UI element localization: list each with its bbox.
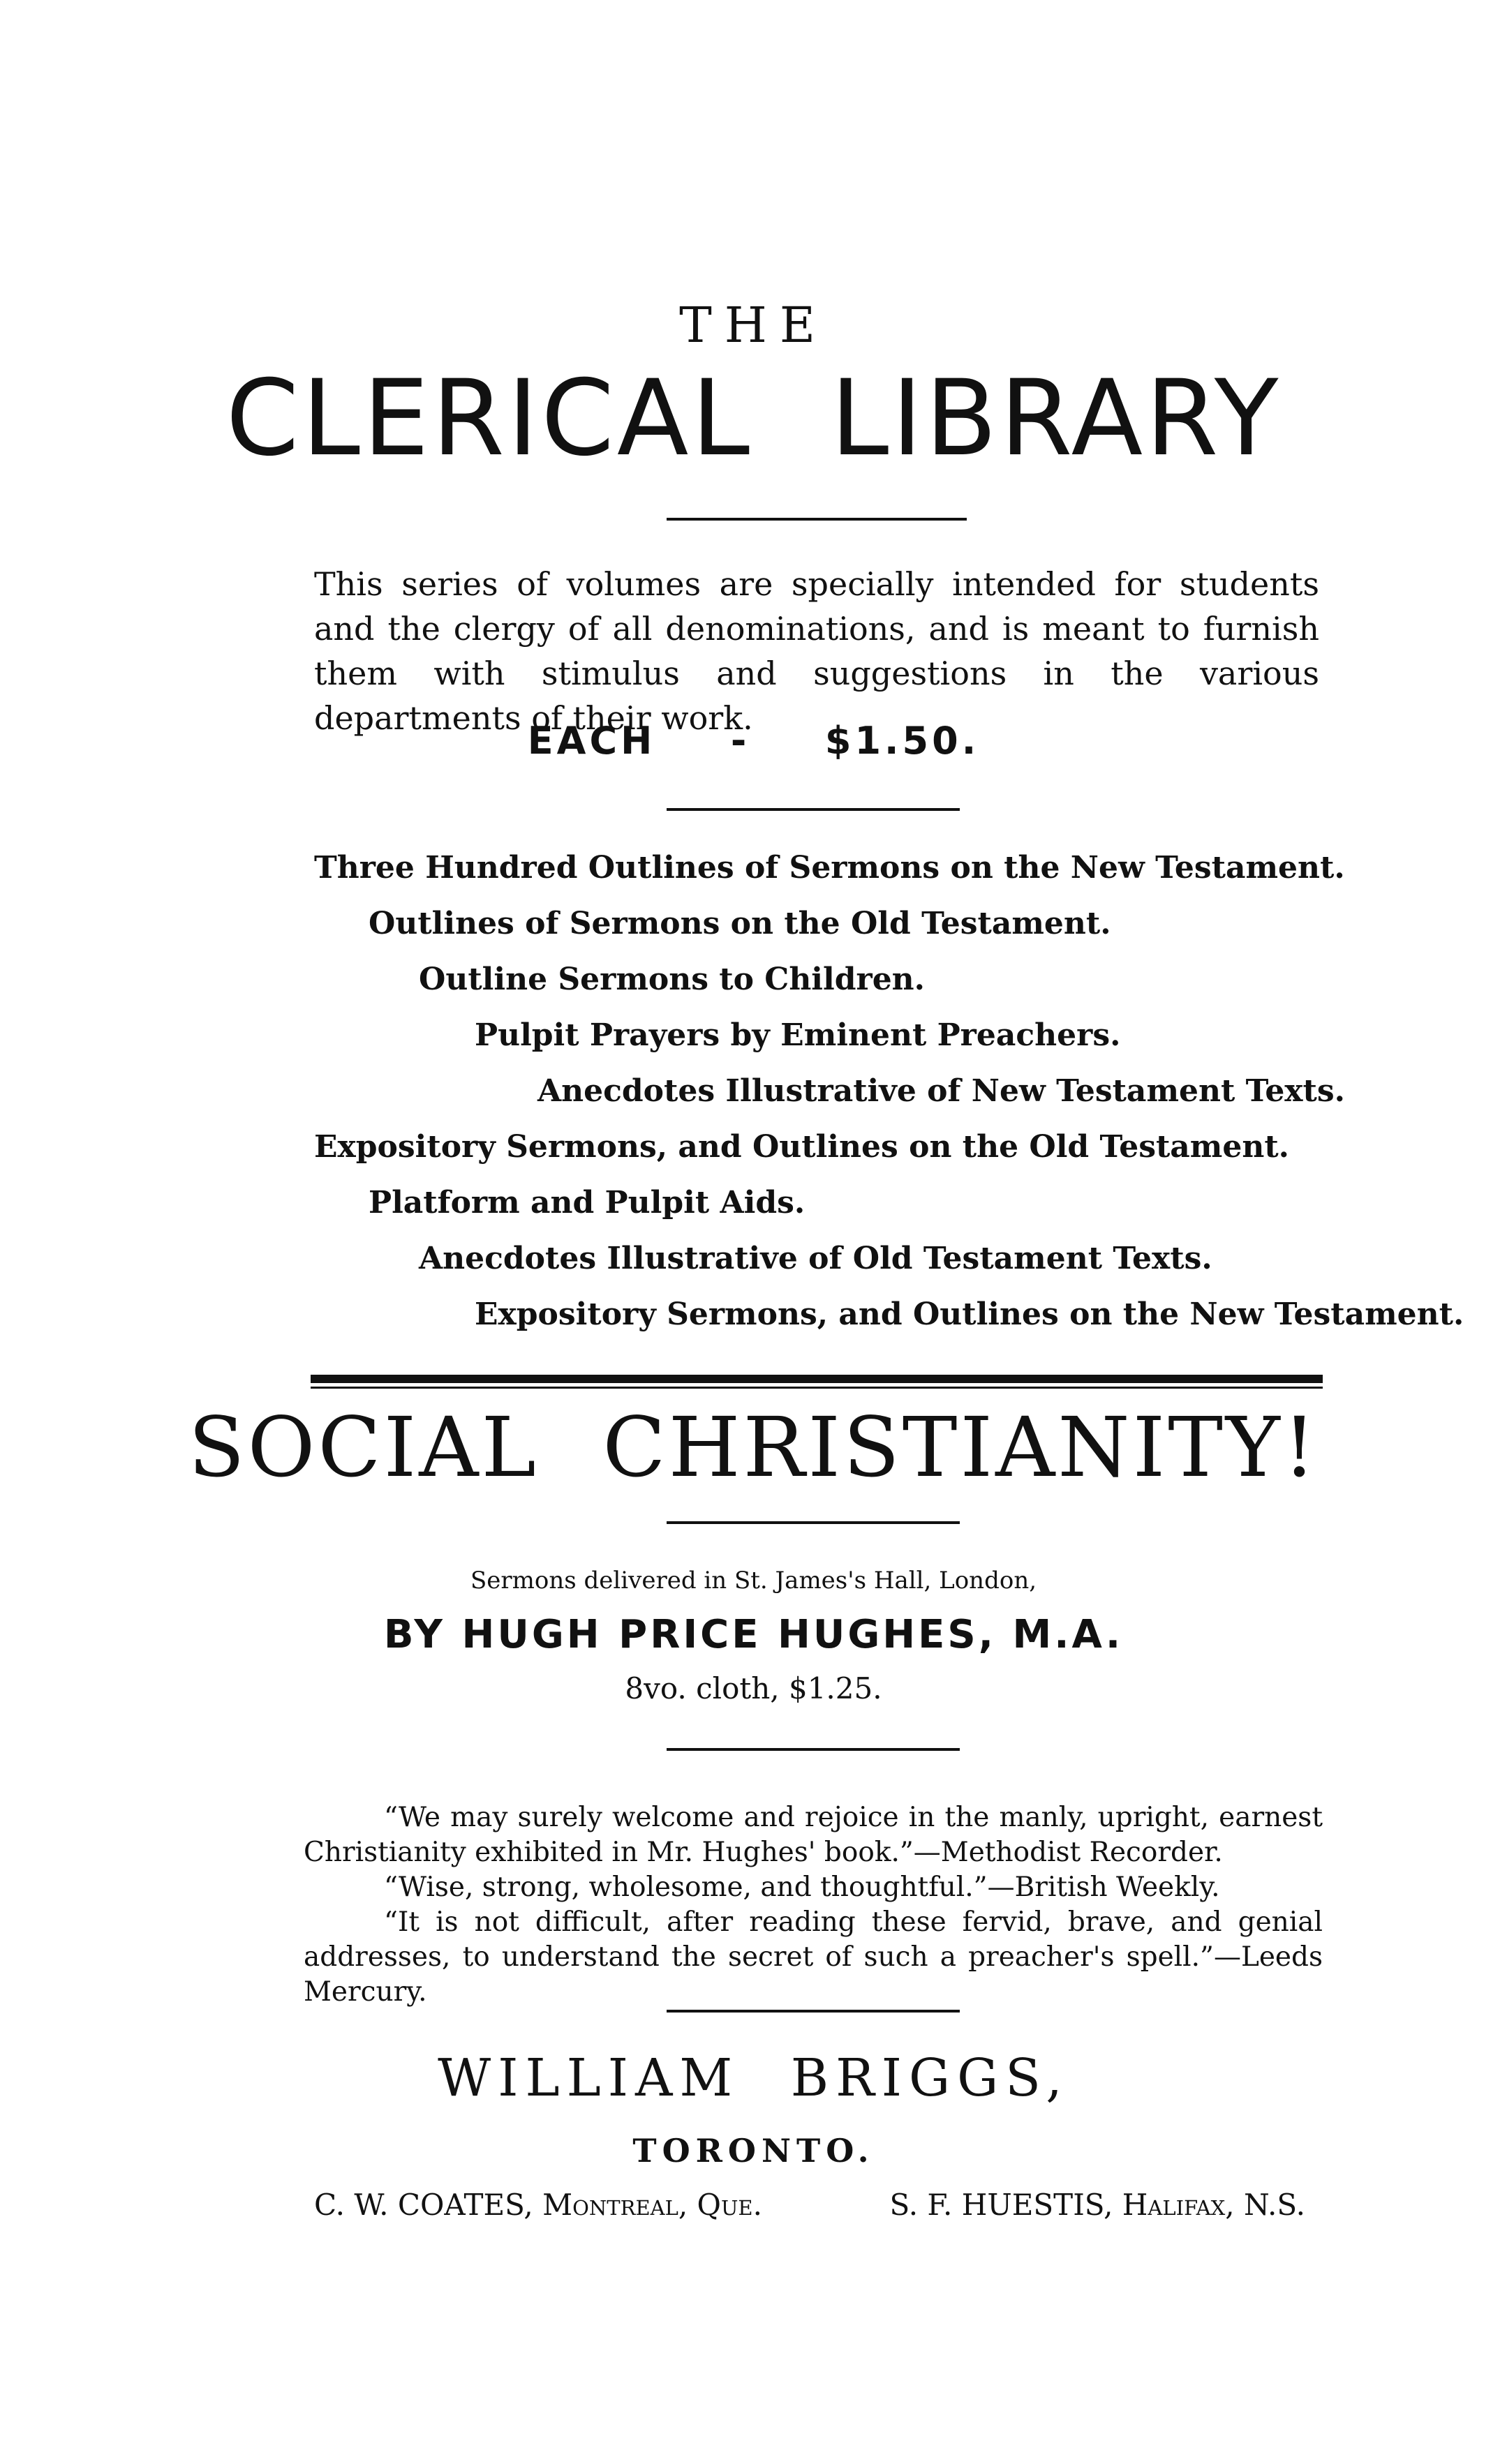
review-quote: “It is not difficult, after reading these fervid, brave, and genial addresses, to understand the secret of such a preacher's spell.”—Leeds Mercury. — [304, 1906, 1323, 2008]
book-title: Platform and Pulpit Aids. — [369, 1185, 806, 1220]
price-line: EACH - $1.50. — [527, 719, 980, 763]
divider-rule — [667, 518, 967, 521]
format-price: 8vo. cloth, $1.25. — [625, 1671, 882, 1705]
book-title: Anecdotes Illustrative of New Testament Texts. — [537, 1073, 1345, 1109]
book-title: Pulpit Prayers by Eminent Preachers. — [475, 1017, 1121, 1053]
agent-right — [889, 2188, 1305, 2222]
book-title: Outlines of Sermons on the Old Testament. — [369, 906, 1111, 941]
publisher-name: WILLIAM BRIGGS, — [438, 2048, 1069, 2108]
social-christianity-title: SOCIAL CHRISTIANITY! — [188, 1399, 1319, 1495]
review-quote: “Wise, strong, wholesome, and thoughtful.”—British Weekly. — [384, 1872, 1220, 1903]
agent-right-name: S. F. HUESTIS, — [889, 2188, 1113, 2222]
sermons-delivered-note: Sermons delivered in St. James's Hall, London, — [470, 1567, 1037, 1595]
divider-rule — [667, 808, 960, 811]
publisher-city: TORONTO. — [632, 2132, 875, 2170]
section-rule-thin — [311, 1387, 1323, 1389]
agent-left-name: C. W. COATES, — [314, 2188, 533, 2222]
author-line: BY HUGH PRICE HUGHES, M.A. — [383, 1612, 1124, 1657]
agent-left-place: Montreal, Que. — [542, 2188, 762, 2222]
review-quote: “We may surely welcome and rejoice in the manly, upright, earnest Christianity exhibited in Mr. Hughes' book.”—Methodist Recorder. — [304, 1802, 1323, 1868]
agent-left — [314, 2188, 762, 2222]
book-title: Three Hundred Outlines of Sermons on the New Testament. — [314, 850, 1345, 886]
section-rule-heavy — [311, 1375, 1323, 1383]
divider-rule — [667, 1748, 960, 1751]
clerical-library-title: CLERICAL LIBRARY — [225, 358, 1282, 479]
divider-rule — [667, 1521, 960, 1524]
divider-rule — [667, 2010, 960, 2013]
agent-right-place: Halifax, N.S. — [1122, 2188, 1305, 2222]
header-the: THE — [679, 297, 828, 354]
book-title: Expository Sermons, and Outlines on the New Testament. — [475, 1297, 1464, 1332]
book-title: Expository Sermons, and Outlines on the Old Testament. — [314, 1129, 1289, 1165]
series-description: This series of volumes are specially intended for students and the clergy of all denominations, and is meant to furnish them with stimulus and suggestions in the various departments of their work. — [314, 565, 1319, 737]
agents-line — [314, 2188, 1305, 2222]
book-title: Anecdotes Illustrative of Old Testament Texts. — [419, 1241, 1212, 1276]
book-title: Outline Sermons to Children. — [419, 962, 925, 997]
